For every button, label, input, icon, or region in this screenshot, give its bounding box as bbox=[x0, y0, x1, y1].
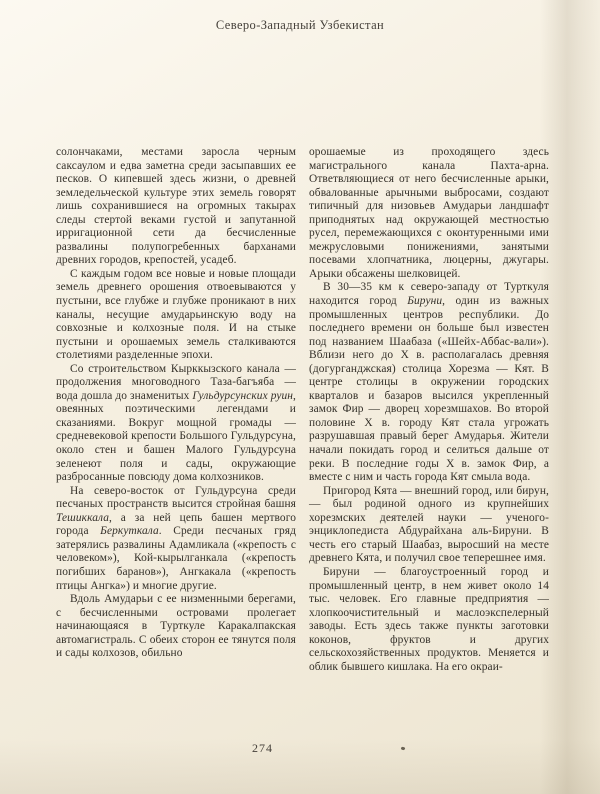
running-head: Северо-Западный Узбекистан bbox=[215, 18, 385, 32]
text-run: Бируни — благоустроенный город и промышленный центр, в нем живет около 14 тыс. человек. Его главные предприятия — хлопкоочистительный и маслоэкспелерный заводы. Есть здесь также пункты заготовки коконов, фруктов и других сельскохозяйственных продуктов. Меняется и облик бывшего кишлака. На его окраи- bbox=[309, 565, 549, 673]
ink-speck bbox=[401, 746, 406, 750]
text-run: В 30—35 км к северо-западу от Турткуля находится город bbox=[309, 281, 549, 308]
page-number: 274 bbox=[252, 741, 273, 755]
paragraph bbox=[56, 485, 296, 593]
paragraph bbox=[309, 485, 549, 566]
italic-term: Беркуткала bbox=[100, 525, 159, 538]
text-block bbox=[56, 146, 550, 674]
paragraph bbox=[56, 146, 296, 268]
paragraph bbox=[309, 566, 549, 674]
paragraph bbox=[309, 281, 549, 484]
text-run: , овеянных поэтическими легендами и сказаниями. Вокруг мощной громады — средневековой крепости Большого Гульдурсуна, около стен и башен Малого Гульдурсуна зеленеют поля и сады, окружающие разбросанные повсюду дома колхозников. bbox=[56, 389, 296, 484]
paragraph bbox=[56, 363, 296, 485]
text-run: . Среди песчаных гряд затерялись развалины Адамликала («крепость с человеком»), Кой-кырылганкала («крепость погибших баранов»), Ангкакала («крепость птицы Ангка») и многие другие. bbox=[56, 525, 296, 592]
italic-term: Бируни bbox=[407, 295, 443, 308]
italic-term: Гульдурсунских руин bbox=[192, 389, 294, 402]
paragraph bbox=[56, 593, 296, 661]
text-run: орошаемые из проходящего здесь магистрального канала Пахта-арна. Ответвляющиеся от него бесчисленные арыки, обвалованные арычными выбросами, создают типичный для низовьев Амударьи ландшафт приподнятых над окружающей местностью русел, перемежающихся с оконтуренными ими межрусловыми понижениями, занятыми посевами хлопчатника, люцерны, джугары. Арыки обсажены шелковицей. bbox=[309, 146, 549, 280]
text-run: , а за ней цепь башен мертвого города bbox=[56, 511, 296, 538]
text-run: солончаками, местами заросла черным саксаулом и едва заметна среди засыпавших ее песков. О кипевшей здесь жизни, о древней земледельческой культуре этих земель говорят лишь сохранившиеся на огромных такырах следы стертой веками густой и запутанной ирригационной сети да бесчисленные развалины полупогребенных барханами древних городов, крепостей, усадеб. bbox=[56, 146, 296, 267]
text-run: Со строительством Кырккызского канала — продолжения многоводного Таза-багъяба — вода дошла до знаменитых bbox=[56, 362, 296, 402]
column-right bbox=[309, 146, 549, 674]
paragraph bbox=[56, 268, 296, 363]
text-run: Вдоль Амударьи с ее низменными берегами, с бесчисленными островами пролегает начинающаяся в Турткуле Каракалпакская автомагистраль. С обеих сторон ее тянутся поля и сады колхозов, обильно bbox=[56, 593, 296, 660]
paragraph bbox=[309, 146, 549, 281]
column-left bbox=[56, 146, 296, 674]
text-run: Пригород Кята — внешний город, или бирун, — был родиной одного из крупнейших хорезмских деятелей науки — ученого-энциклопедиста Абдурайхана аль-Бируни. В честь его старый Шаабаз, выросший на месте древнего Кята, и получил свое теперешнее имя. bbox=[309, 484, 549, 565]
text-run: С каждым годом все новые и новые площади земель древнего орошения отвоевываются у пустыни, все глубже и глубже проникают в них каналы, несущие амударьинскую воду на совхозные и колхозные поля. И на стыке пустыни и орошаемых земель сталкиваются столетиями разделенные эпохи. bbox=[56, 267, 296, 362]
italic-term: Тешиккала bbox=[56, 511, 110, 524]
text-run: , один из важных промышленных центров республики. До последнего времени он больше был известен под названием Шаабаза («Шейх-Аббас-вали»). Вблизи него до X в. располагалась древняя (догурганджская) столица Хорезма — Кят. В центре столицы в окружении городских кварталов и базаров высился укрепленный замок Фир — дворец хорезмшахов. Во второй половине X в. городу Кят стала угрожать разрушавшая правый берег Амударья. Жители начали покидать город и селиться дальше от реки. В последние годы X в. замок Фир, а вместе с ним и часть города Кят смыла вода. bbox=[309, 295, 549, 484]
text-run: На северо-восток от Гульдурсуна среди песчаных пространств высится стройная башня bbox=[56, 484, 296, 511]
